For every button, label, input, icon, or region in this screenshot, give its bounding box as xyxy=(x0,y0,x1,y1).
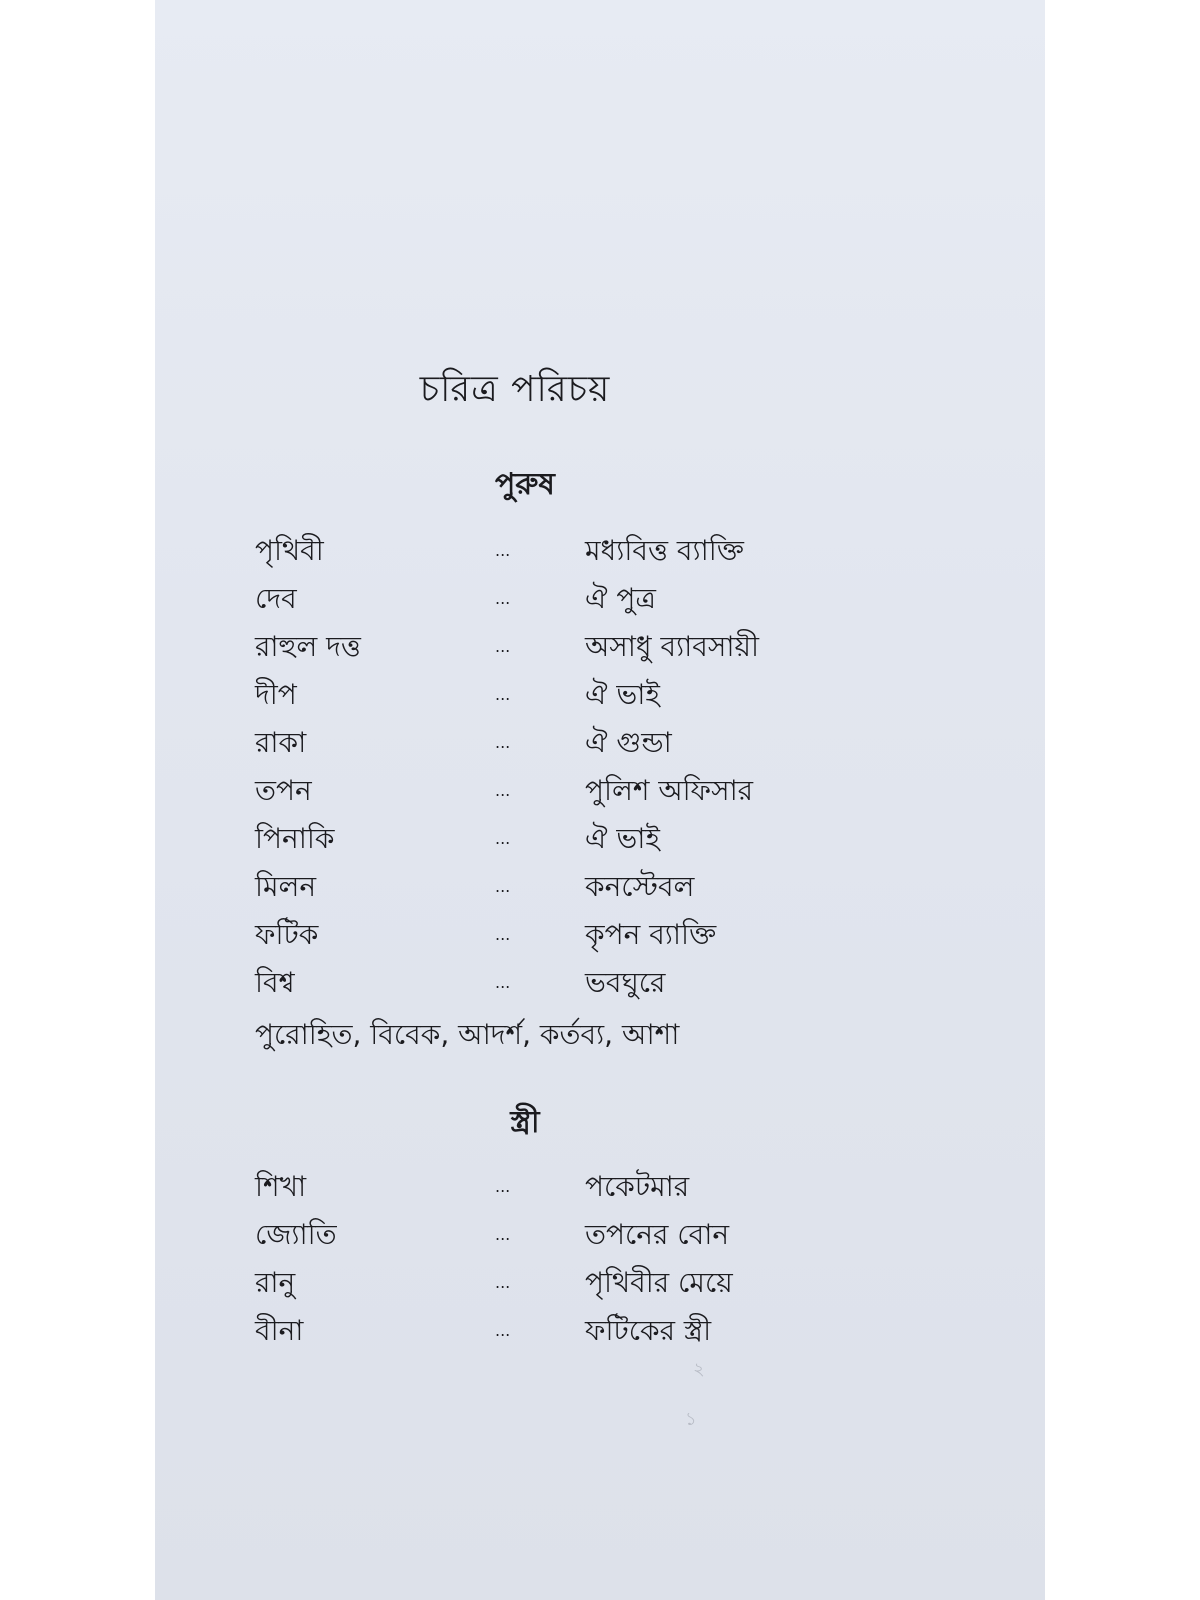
faint-mark: ১ xyxy=(685,1409,697,1430)
page-number: ২ xyxy=(693,1359,705,1380)
character-name: জ্যোতি xyxy=(255,1218,337,1251)
character-name: তপন xyxy=(255,774,312,807)
separator-dots: ... xyxy=(495,1177,511,1196)
character-name: ফটিক xyxy=(255,918,319,951)
cast-row xyxy=(255,863,855,911)
separator-dots: ... xyxy=(495,637,511,656)
cast-row xyxy=(255,815,855,863)
cast-row xyxy=(255,1211,855,1259)
cast-row xyxy=(255,1307,855,1355)
character-role: পুলিশ অফিসার xyxy=(585,774,754,807)
page-title: চরিত্র পরিচয় xyxy=(419,369,611,410)
cast-row xyxy=(255,1259,855,1307)
separator-dots: ... xyxy=(495,829,511,848)
cast-row xyxy=(255,623,855,671)
character-name: রানু xyxy=(255,1266,296,1299)
separator-dots: ... xyxy=(495,589,511,608)
male-cast-list xyxy=(255,527,855,1007)
section-heading-female: স্ত্রী xyxy=(510,1105,540,1140)
separator-dots: ... xyxy=(495,541,511,560)
character-name: শিখা xyxy=(255,1170,307,1203)
character-role: ভবঘুরে xyxy=(585,966,666,999)
character-role: ফটিকের স্ত্রী xyxy=(585,1314,712,1347)
character-name: মিলন xyxy=(255,870,317,903)
character-role: ঐ ভাই xyxy=(585,678,660,711)
separator-dots: ... xyxy=(495,1225,511,1244)
separator-dots: ... xyxy=(495,877,511,896)
separator-dots: ... xyxy=(495,685,511,704)
cast-row xyxy=(255,959,855,1007)
cast-row xyxy=(255,527,855,575)
character-role: পৃথিবীর মেয়ে xyxy=(585,1266,733,1299)
other-characters-line: পুরোহিত, বিবেক, আদর্শ, কর্তব্য, আশা xyxy=(255,1018,680,1051)
character-role: কৃপন ব্যাক্তি xyxy=(585,918,717,951)
cast-row xyxy=(255,671,855,719)
character-name: বীনা xyxy=(255,1314,304,1347)
character-name: পৃথিবী xyxy=(255,534,324,567)
character-role: ঐ পুত্র xyxy=(585,582,656,615)
cast-row xyxy=(255,575,855,623)
character-name: রাহুল দত্ত xyxy=(255,630,361,663)
cast-row xyxy=(255,1163,855,1211)
character-role: কনস্টেবল xyxy=(585,870,695,903)
character-name: দেব xyxy=(255,582,297,615)
character-role: ঐ ভাই xyxy=(585,822,660,855)
separator-dots: ... xyxy=(495,733,511,752)
separator-dots: ... xyxy=(495,1273,511,1292)
character-name: রাকা xyxy=(255,726,307,759)
book-page xyxy=(155,0,1045,1600)
separator-dots: ... xyxy=(495,925,511,944)
cast-row xyxy=(255,911,855,959)
character-role: পকেটমার xyxy=(585,1170,690,1203)
character-role: অসাধু ব্যাবসায়ী xyxy=(585,630,759,663)
character-role: ঐ গুন্ডা xyxy=(585,726,672,759)
cast-row xyxy=(255,767,855,815)
character-name: বিশ্ব xyxy=(255,966,295,999)
female-cast-list xyxy=(255,1163,855,1355)
character-role: মধ্যবিত্ত ব্যাক্তি xyxy=(585,534,744,567)
separator-dots: ... xyxy=(495,781,511,800)
character-name: দীপ xyxy=(255,678,297,711)
section-heading-male: পুরুষ xyxy=(495,467,555,502)
character-name: পিনাকি xyxy=(255,822,335,855)
separator-dots: ... xyxy=(495,1321,511,1340)
cast-row xyxy=(255,719,855,767)
separator-dots: ... xyxy=(495,973,511,992)
character-role: তপনের বোন xyxy=(585,1218,730,1251)
